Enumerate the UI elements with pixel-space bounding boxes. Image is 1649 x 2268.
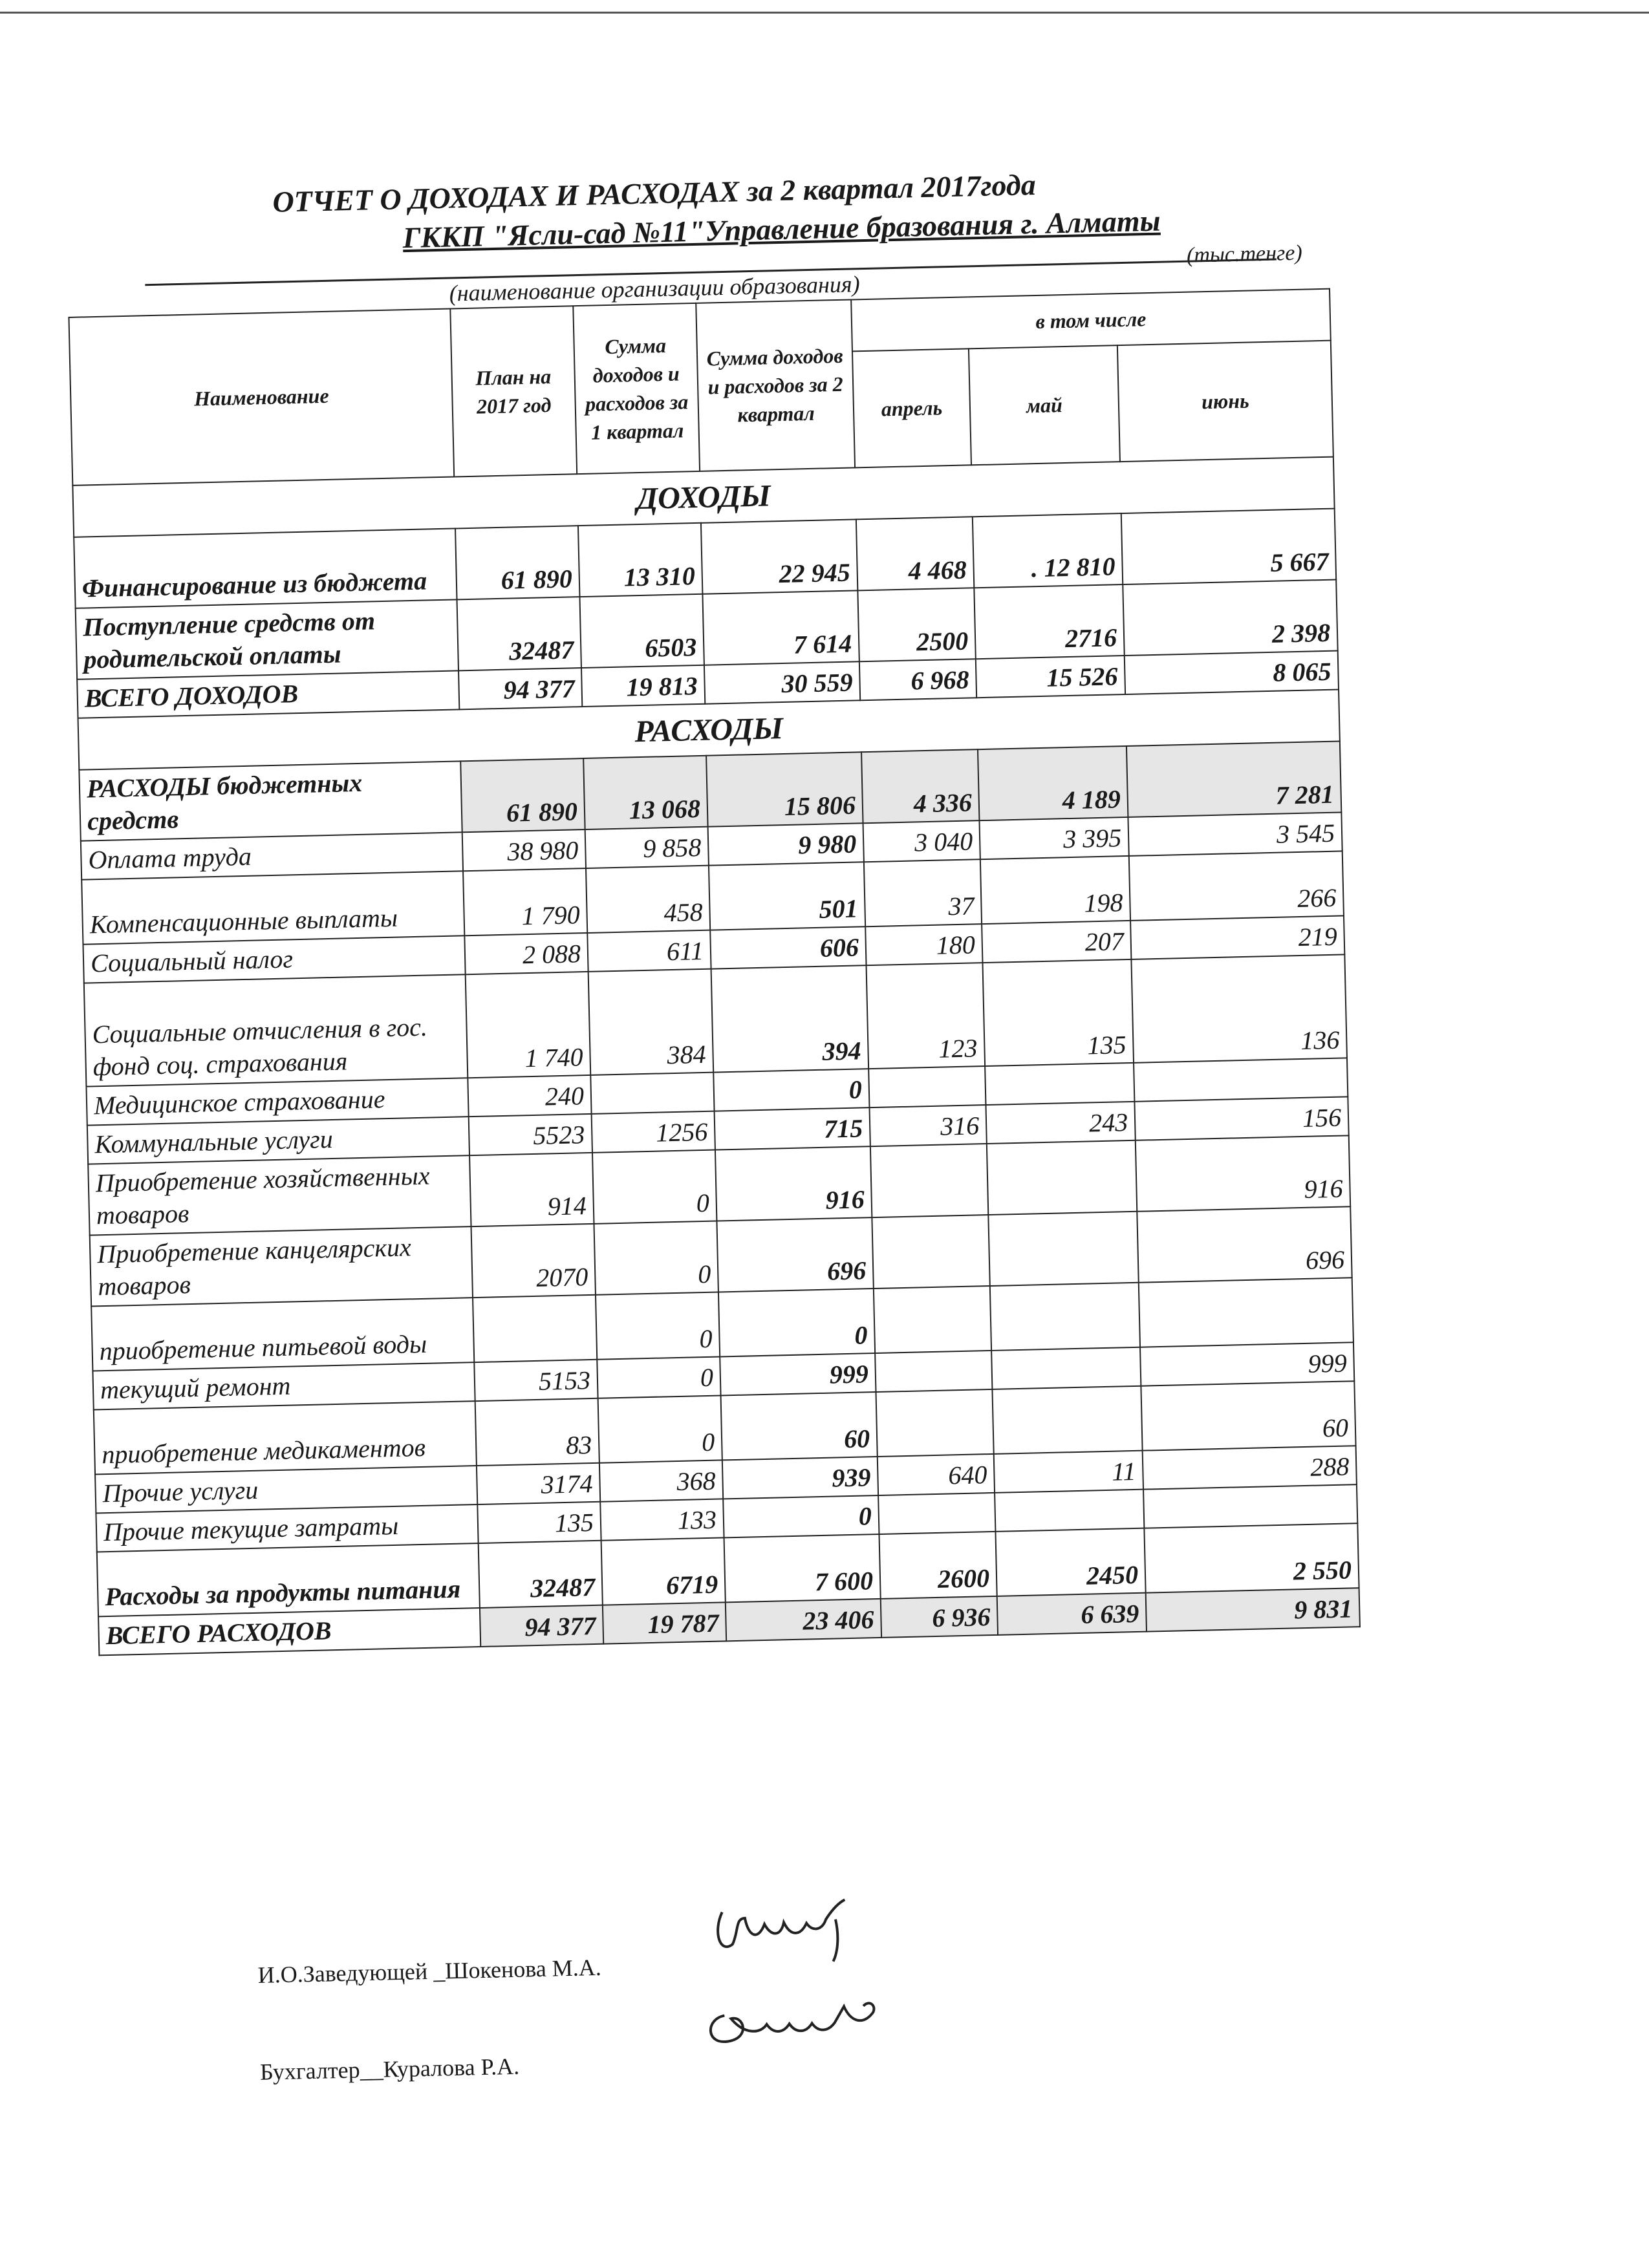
- cell-q2: 0: [713, 1069, 869, 1111]
- cell-q2: 696: [717, 1217, 873, 1292]
- row-label: приобретение медикаментов: [94, 1401, 477, 1474]
- cell-may: 11: [994, 1451, 1143, 1493]
- cell-jun: 60: [1141, 1381, 1355, 1450]
- units-label: (тыс.тенге): [1186, 241, 1303, 268]
- cell-apr: 2500: [857, 588, 975, 661]
- cell-plan: 38 980: [462, 829, 586, 871]
- cell-q2: 7 600: [724, 1534, 881, 1602]
- cell-apr: 37: [864, 859, 982, 926]
- cell-q1: 0: [594, 1221, 718, 1295]
- cell-apr: 4 468: [856, 517, 974, 590]
- cell-apr: [874, 1286, 991, 1353]
- cell-q2: 501: [709, 862, 865, 930]
- cell-jun: 266: [1129, 851, 1344, 920]
- cell-plan: 2 088: [464, 933, 588, 974]
- cell-q1: 6719: [601, 1537, 726, 1605]
- row-label: Финансирование из бюджета: [74, 528, 457, 608]
- header-may: май: [969, 345, 1120, 465]
- report-sheet: [65, 133, 1353, 2085]
- report-table: [68, 288, 1361, 1656]
- cell-plan: 94 377: [480, 1605, 603, 1647]
- cell-jun: 219: [1130, 915, 1344, 959]
- cell-may: 135: [982, 959, 1134, 1066]
- cell-jun: 8 065: [1125, 651, 1339, 694]
- cell-q2: 999: [720, 1353, 876, 1395]
- cell-q1: 19 813: [581, 665, 705, 707]
- cell-apr: 3 040: [863, 820, 980, 862]
- report-title: [272, 161, 1244, 261]
- cell-may: 4 189: [978, 746, 1128, 820]
- cell-q2: 7 614: [702, 590, 859, 665]
- cell-apr: [875, 1351, 992, 1392]
- cell-plan: 32487: [457, 597, 581, 670]
- cell-may: [987, 1140, 1137, 1215]
- cell-apr: [868, 1066, 986, 1107]
- cell-jun: [1134, 1058, 1348, 1101]
- cell-may: . 12 810: [973, 513, 1123, 588]
- cell-q1: 0: [597, 1356, 720, 1398]
- row-label: Приобретение канцелярских товаров: [90, 1226, 473, 1306]
- cell-plan: 83: [475, 1398, 599, 1466]
- row-label: ВСЕГО ДОХОДОВ: [77, 670, 459, 718]
- row-label: текущий ремонт: [92, 1362, 475, 1409]
- header-q1: Сумма доходов и расходов за 1 квартал: [573, 303, 700, 474]
- cell-jun: 5 667: [1121, 509, 1336, 584]
- row-label: Компенсационные выплаты: [81, 871, 464, 944]
- cell-plan: 94 377: [458, 668, 582, 709]
- cell-q1: 0: [598, 1395, 722, 1462]
- report-body: [72, 457, 1360, 1656]
- cell-jun: 288: [1143, 1446, 1357, 1489]
- row-label: Поступление средств от родительской оплаты: [76, 599, 458, 679]
- row-label: Прочие текущие затраты: [96, 1504, 478, 1552]
- cell-may: [985, 1063, 1134, 1105]
- cell-q2: 23 406: [726, 1599, 881, 1641]
- cell-q1: 0: [592, 1150, 717, 1224]
- cell-apr: [876, 1389, 993, 1457]
- cell-apr: 6 936: [881, 1596, 998, 1638]
- cell-q1: 133: [600, 1499, 724, 1540]
- row-label: приобретение питьевой воды: [91, 1298, 474, 1371]
- header-name: Наименование: [69, 309, 454, 486]
- cell-apr: 316: [870, 1105, 987, 1146]
- cell-jun: 916: [1136, 1135, 1350, 1211]
- cell-jun: 136: [1131, 954, 1347, 1062]
- cell-may: 2450: [995, 1528, 1145, 1596]
- accountant-signature-mark: [698, 1986, 893, 2062]
- cell-q2: 0: [723, 1495, 879, 1537]
- cell-plan: 5153: [474, 1360, 598, 1401]
- cell-plan: 914: [469, 1153, 594, 1226]
- head-signature-mark: [709, 1890, 866, 1971]
- row-label: Коммунальные услуги: [87, 1117, 469, 1164]
- cell-q2: 916: [715, 1146, 872, 1221]
- row-label: Социальные отчисления в гос. фонд соц. страхования: [84, 974, 468, 1086]
- cell-q1: 458: [586, 866, 710, 933]
- header-including: в том числе: [851, 289, 1331, 352]
- row-label: Оплата труда: [81, 832, 463, 879]
- cell-may: 207: [982, 921, 1131, 963]
- cell-may: [991, 1347, 1141, 1389]
- cell-q2: 939: [722, 1457, 878, 1499]
- cell-jun: 3 545: [1128, 812, 1342, 855]
- cell-jun: 999: [1140, 1342, 1354, 1385]
- cell-jun: 9 831: [1146, 1588, 1360, 1631]
- cell-jun: [1139, 1278, 1353, 1347]
- title-line-2: ГККП "Ясли-сад №11"Управление бразования г. Алматы: [402, 204, 1161, 255]
- accountant-signature-line: Бухгалтер__Куралова Р.А.: [259, 2053, 520, 2085]
- row-label: Приобретение хозяйственных товаров: [88, 1155, 471, 1235]
- cell-apr: 6 968: [859, 659, 976, 700]
- row-label: Расходы за продукты питания: [97, 1543, 480, 1616]
- header-april: апрель: [852, 348, 971, 467]
- cell-q2: 606: [710, 926, 866, 968]
- cell-may: 243: [986, 1102, 1135, 1144]
- cell-q2: 715: [715, 1107, 870, 1150]
- cell-plan: 1 790: [463, 868, 587, 936]
- cell-q2: 9 980: [708, 823, 864, 865]
- cell-apr: 2600: [879, 1532, 997, 1599]
- cell-jun: 2 550: [1144, 1523, 1359, 1592]
- cell-q1: 384: [588, 969, 714, 1075]
- signatures-block: [257, 1941, 1163, 2085]
- cell-may: [990, 1283, 1140, 1351]
- head-signature-line: И.О.Заведующей _Шокенова М.А.: [257, 1954, 602, 1988]
- cell-jun: [1143, 1484, 1357, 1528]
- cell-jun: 2 398: [1123, 580, 1337, 656]
- header-q2: Сумма доходов и расходов за 2 квартал: [696, 299, 855, 471]
- cell-apr: [872, 1215, 989, 1289]
- cell-plan: 1 740: [466, 972, 591, 1078]
- header-plan: План на 2017 год: [450, 306, 577, 476]
- cell-apr: 180: [865, 924, 982, 965]
- cell-jun: 696: [1137, 1206, 1352, 1282]
- cell-plan: 135: [477, 1502, 601, 1543]
- row-label: Социальный налог: [83, 936, 465, 983]
- cell-q1: 6503: [579, 594, 704, 668]
- cell-plan: 61 890: [460, 758, 585, 832]
- cell-jun: 156: [1134, 1097, 1348, 1140]
- cell-q1: 9 858: [585, 827, 709, 868]
- cell-may: [992, 1386, 1142, 1454]
- cell-q2: 22 945: [701, 519, 857, 594]
- cell-plan: 3174: [477, 1463, 600, 1504]
- org-caption: (наименование организации образования): [449, 271, 861, 306]
- row-label: ВСЕГО РАСХОДОВ: [98, 1608, 480, 1655]
- scan-top-edge: [0, 12, 1649, 14]
- cell-may: 6 639: [997, 1593, 1147, 1635]
- cell-jun: 7 281: [1126, 741, 1341, 817]
- cell-plan: 240: [468, 1075, 591, 1117]
- cell-q1: 611: [587, 930, 711, 972]
- cell-may: 3 395: [979, 817, 1128, 859]
- cell-q1: 19 787: [603, 1602, 726, 1643]
- cell-q1: 13 310: [578, 523, 702, 597]
- cell-q2: 60: [721, 1392, 878, 1460]
- cell-q1: 368: [599, 1460, 723, 1501]
- cell-q2: 15 806: [706, 752, 863, 826]
- title-line-1: ОТЧЕТ О ДОХОДАХ И РАСХОДАХ за 2 квартал 2017года: [272, 167, 1037, 219]
- cell-q2: 0: [718, 1289, 875, 1356]
- cell-may: 198: [980, 856, 1130, 924]
- cell-plan: [473, 1295, 597, 1362]
- cell-plan: 61 890: [455, 526, 579, 599]
- cell-q1: [590, 1073, 714, 1114]
- cell-plan: 5523: [469, 1114, 592, 1155]
- cell-may: 2716: [974, 584, 1124, 659]
- row-label: РАСХОДЫ бюджетных средств: [79, 761, 462, 840]
- cell-apr: [878, 1493, 995, 1534]
- cell-q1: 0: [596, 1292, 720, 1360]
- cell-q2: 30 559: [704, 661, 860, 703]
- cell-q2: 394: [711, 965, 869, 1072]
- cell-apr: 4 336: [861, 749, 979, 823]
- cell-apr: [870, 1144, 988, 1217]
- income-section-title: ДОХОДЫ: [72, 457, 1334, 537]
- header-june: июнь: [1117, 341, 1333, 462]
- cell-plan: 2070: [471, 1224, 596, 1298]
- cell-may: 15 526: [976, 656, 1125, 698]
- cell-may: [988, 1212, 1138, 1286]
- cell-q1: 13 068: [583, 756, 707, 829]
- cell-q1: 1256: [592, 1111, 715, 1153]
- cell-may: [995, 1490, 1144, 1532]
- cell-apr: 123: [867, 963, 986, 1069]
- cell-plan: 32487: [479, 1541, 603, 1608]
- row-label: Прочие услуги: [95, 1466, 477, 1513]
- row-label: Медицинское страхование: [86, 1078, 468, 1125]
- expense-section-title: РАСХОДЫ: [78, 690, 1340, 770]
- cell-apr: 640: [878, 1454, 995, 1495]
